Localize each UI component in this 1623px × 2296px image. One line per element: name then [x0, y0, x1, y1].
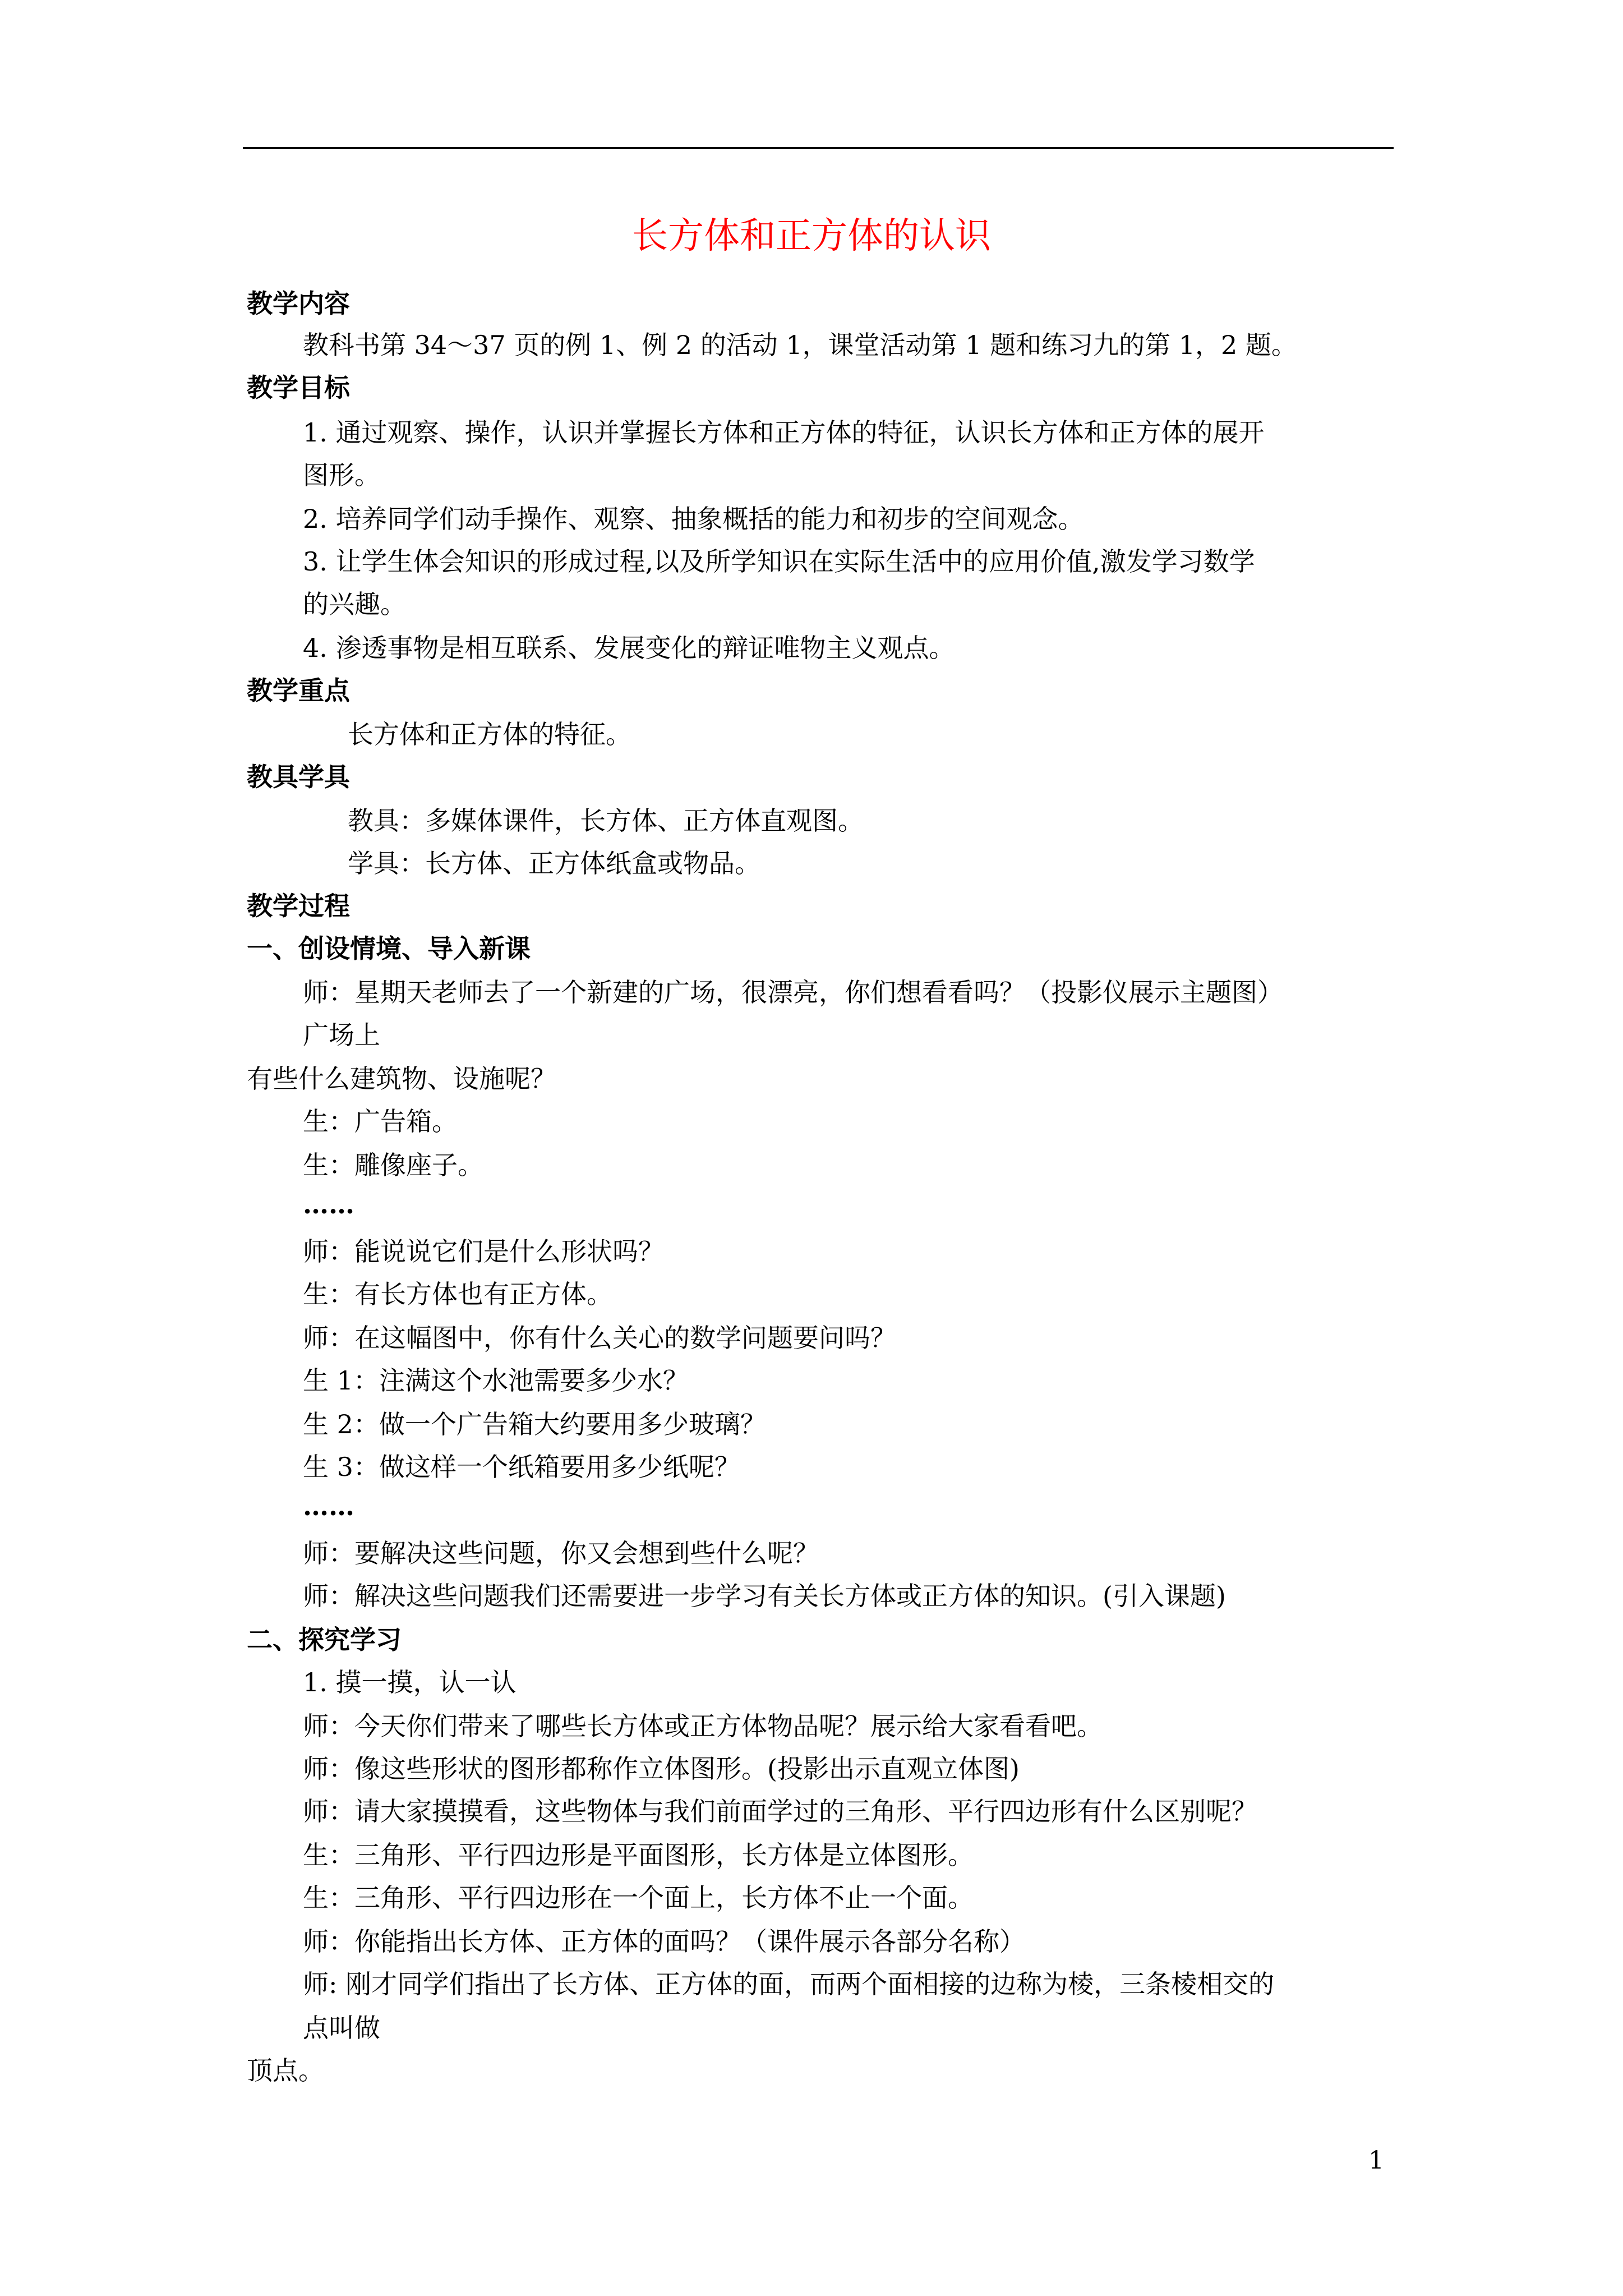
- content-text: 教科书第 34～37 页的例 1、例 2 的活动 1，课堂活动第 1 题和练习九的第 1，2 题。: [303, 330, 1297, 360]
- part-1-line: 有些什么建筑物、设施呢？: [247, 1064, 556, 1094]
- part-1-line: 师：能说说它们是什么形状吗？: [303, 1236, 664, 1267]
- part-1-line: 师：星期天老师去了一个新建的广场，很漂亮，你们想看看吗？（投影仪展示主题图）: [303, 977, 1283, 1007]
- part-1-line: 生 3：做这样一个纸箱要用多少纸呢？: [303, 1452, 740, 1482]
- part-1-line: 生：雕像座子。: [303, 1150, 483, 1180]
- heading-content: 教学内容: [247, 288, 350, 319]
- goal-3-line-1: 3. 让学生体会知识的形成过程,以及所学知识在实际生活中的应用价值,激发学习数学: [303, 546, 1255, 577]
- part-2-line: 生：三角形、平行四边形是平面图形，长方体是立体图形。: [303, 1840, 974, 1870]
- part-1-line: 生 1：注满这个水池需要多少水？: [303, 1365, 689, 1396]
- part-2-line: 点叫做: [303, 2013, 380, 2043]
- part-1-ellipsis: ……: [303, 1189, 354, 1220]
- goal-3-line-2: 的兴趣。: [303, 589, 406, 619]
- tools-student: 学具：长方体、正方体纸盒或物品。: [348, 848, 760, 878]
- part-2-line: 师：今天你们带来了哪些长方体或正方体物品呢？展示给大家看看吧。: [303, 1711, 1103, 1741]
- part-1-line: 生：广告箱。: [303, 1106, 458, 1137]
- part-1-ellipsis: ……: [303, 1491, 354, 1521]
- document-title: 长方体和正方体的认识: [632, 215, 991, 257]
- tools-teacher: 教具：多媒体课件，长方体、正方体直观图。: [348, 806, 864, 836]
- part-2-line: 师：像这些形状的图形都称作立体图形。(投影出示直观立体图): [303, 1754, 1020, 1784]
- key-point-text: 长方体和正方体的特征。: [348, 719, 631, 749]
- part-2-line: 1. 摸一摸，认一认: [303, 1667, 517, 1697]
- goal-1-line-2: 图形。: [303, 460, 380, 490]
- goal-1-line-1: 1. 通过观察、操作，认识并掌握长方体和正方体的特征，认识长方体和正方体的展开: [303, 417, 1265, 448]
- part-2-line: 师：你能指出长方体、正方体的面吗？（课件展示各部分名称）: [303, 1926, 1025, 1957]
- heading-part-1: 一、创设情境、导入新课: [247, 933, 531, 964]
- heading-key-point: 教学重点: [247, 675, 350, 706]
- goal-2: 2. 培养同学们动手操作、观察、抽象概括的能力和初步的空间观念。: [303, 504, 1084, 534]
- heading-part-2: 二、探究学习: [247, 1625, 402, 1655]
- part-1-line: 师：要解决这些问题，你又会想到些什么呢？: [303, 1538, 819, 1568]
- part-1-line: 生：有长方体也有正方体。: [303, 1279, 612, 1309]
- part-2-line: 顶点。: [247, 2055, 324, 2086]
- part-2-line: 生：三角形、平行四边形在一个面上，长方体不止一个面。: [303, 1883, 974, 1913]
- header-rule: [243, 147, 1394, 149]
- goal-4: 4. 渗透事物是相互联系、发展变化的辩证唯物主义观点。: [303, 633, 955, 663]
- part-1-line: 广场上: [303, 1020, 380, 1050]
- heading-process: 教学过程: [247, 891, 350, 921]
- heading-tools: 教具学具: [247, 762, 350, 792]
- heading-goals: 教学目标: [247, 372, 350, 403]
- part-1-line: 生 2：做一个广告箱大约要用多少玻璃？: [303, 1409, 766, 1439]
- part-1-line: 师：解决这些问题我们还需要进一步学习有关长方体或正方体的知识。(引入课题): [303, 1581, 1226, 1611]
- part-2-line: 师: 刚才同学们指出了长方体、正方体的面，而两个面相接的边称为棱，三条棱相交的: [303, 1969, 1275, 1999]
- part-2-line: 师：请大家摸摸看，这些物体与我们前面学过的三角形、平行四边形有什么区别呢？: [303, 1796, 1257, 1826]
- page-number: 1: [1368, 2146, 1384, 2175]
- part-1-line: 师：在这幅图中，你有什么关心的数学问题要问吗？: [303, 1323, 896, 1353]
